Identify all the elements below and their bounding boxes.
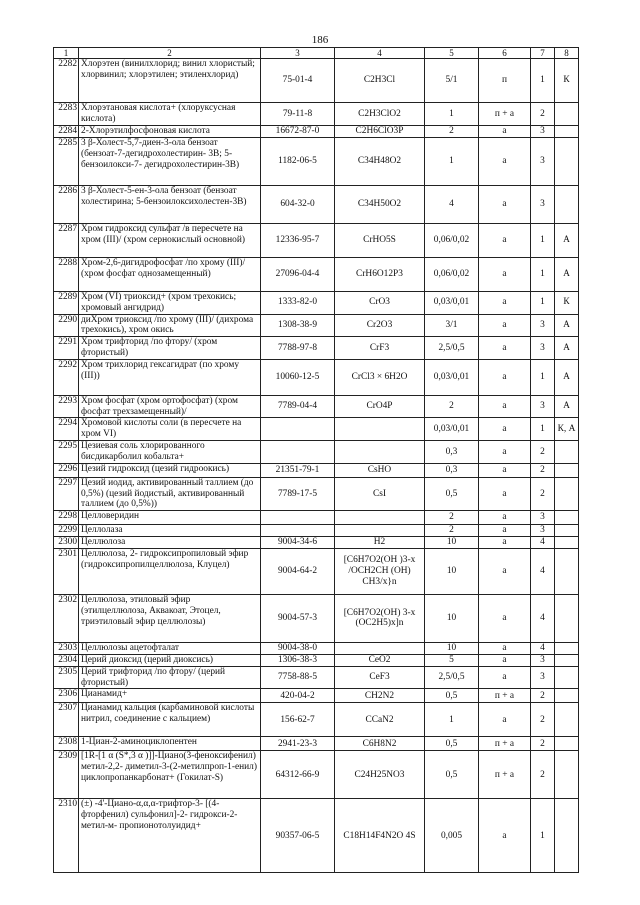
formula: [C6H7O2(OH )3-x /OCH2CH (OH) CH3/x}n [335, 548, 425, 594]
hazard-class: 3 [531, 654, 555, 666]
hazard-class: 3 [531, 525, 555, 537]
pdk-value: 5 [425, 654, 479, 666]
substance-name: Хром (VI) триоксид+ (хром трехокись; хромовый ангидрид) [79, 291, 261, 314]
table-row [54, 511, 579, 525]
note [555, 703, 579, 737]
cas-number [261, 441, 335, 464]
aggregate-state: а [479, 291, 531, 314]
aggregate-state: п + а [479, 737, 531, 751]
note [555, 511, 579, 525]
hazard-class: 2 [531, 751, 555, 799]
table-row [54, 737, 579, 751]
cas-number: 156-62-7 [261, 703, 335, 737]
col-header: 7 [531, 48, 555, 59]
substance-name: Хлорэтен (винилхлорид; винил хлористый; хлорвинил; хлорэтилен; этиленхлорид) [79, 59, 261, 103]
substance-name: Хром фосфат (хром ортофосфат) (хром фосфат трехзамещенный)/ [79, 395, 261, 418]
pdk-value: 0,005 [425, 799, 479, 873]
substance-name: 3 β-Холест-5,7-диен-3-ола бензоат (бензоат-7-дегидрохолестирин- 3В; 5-бензоилокси-7- дегидрохолестирин-3В) [79, 137, 261, 185]
row-number: 2289 [54, 291, 79, 314]
hazard-class: 3 [531, 137, 555, 185]
pdk-value: 0,3 [425, 463, 479, 477]
cas-number: 79-11-8 [261, 103, 335, 126]
hazard-class: 1 [531, 418, 555, 441]
table-row [54, 185, 579, 223]
row-number: 2287 [54, 223, 79, 257]
row-number: 2282 [54, 59, 79, 103]
pdk-value: 0,3 [425, 441, 479, 464]
cas-number: 1182-06-5 [261, 137, 335, 185]
cas-number: 75-01-4 [261, 59, 335, 103]
row-number: 2286 [54, 185, 79, 223]
hazard-class: 2 [531, 463, 555, 477]
hazard-class: 3 [531, 185, 555, 223]
hazard-class: 1 [531, 291, 555, 314]
table-row [54, 463, 579, 477]
aggregate-state: а [479, 223, 531, 257]
note [555, 737, 579, 751]
cas-number: 9004-57-3 [261, 594, 335, 642]
cas-number: 16672-87-0 [261, 125, 335, 137]
hazard-class: 4 [531, 536, 555, 548]
pdk-value: 0,5 [425, 477, 479, 510]
cas-number: 9004-38-0 [261, 642, 335, 654]
pdk-value: 0,03/0,01 [425, 418, 479, 441]
table-row [54, 654, 579, 666]
table-row [54, 337, 579, 360]
table-row [54, 59, 579, 103]
substance-name: Цианамид+ [79, 689, 261, 703]
aggregate-state: а [479, 654, 531, 666]
pdk-value: 0,03/0,01 [425, 359, 479, 395]
row-number: 2305 [54, 666, 79, 689]
row-number: 2296 [54, 463, 79, 477]
formula: C2H3Cl [335, 59, 425, 103]
aggregate-state: а [479, 463, 531, 477]
formula: C24H25NO3 [335, 751, 425, 799]
hazard-class: 2 [531, 441, 555, 464]
pdk-value: 2 [425, 395, 479, 418]
pdk-value: 1 [425, 137, 479, 185]
aggregate-state: а [479, 359, 531, 395]
table-row [54, 125, 579, 137]
formula: CrCl3 × 6H2O [335, 359, 425, 395]
aggregate-state: а [479, 418, 531, 441]
cas-number [261, 511, 335, 525]
row-number: 2299 [54, 525, 79, 537]
pdk-value: 0,06/0,02 [425, 223, 479, 257]
pdk-value: 2,5/0,5 [425, 666, 479, 689]
table-row [54, 314, 579, 337]
formula [335, 441, 425, 464]
note [555, 525, 579, 537]
header-row [54, 48, 579, 59]
pdk-value: 2 [425, 525, 479, 537]
note: К [555, 59, 579, 103]
hazard-class: 1 [531, 223, 555, 257]
formula: CrHO5S [335, 223, 425, 257]
hazard-class: 4 [531, 594, 555, 642]
table-row [54, 359, 579, 395]
aggregate-state: а [479, 548, 531, 594]
formula [335, 525, 425, 537]
table-row [54, 525, 579, 537]
cas-number: 7789-04-4 [261, 395, 335, 418]
formula [335, 511, 425, 525]
cas-number: 7788-97-8 [261, 337, 335, 360]
cas-number: 420-04-2 [261, 689, 335, 703]
hazard-class: 2 [531, 703, 555, 737]
substance-name: Цианамид кальция (карбаминовой кислоты нитрил, соединение с кальцием) [79, 703, 261, 737]
note: А [555, 337, 579, 360]
note [555, 594, 579, 642]
note [555, 103, 579, 126]
note [555, 463, 579, 477]
row-number: 2288 [54, 257, 79, 291]
hazard-class: 3 [531, 337, 555, 360]
formula: CeO2 [335, 654, 425, 666]
note: К [555, 291, 579, 314]
note [555, 799, 579, 873]
substance-name: Хлорэтановая кислота+ (хлоруксусная кислота) [79, 103, 261, 126]
substance-name: Цезий гидроксид (цезий гидроокись) [79, 463, 261, 477]
cas-number: 2941-23-3 [261, 737, 335, 751]
substance-name: [1R-[1 α (S*,3 α )]]-Циано(3-феноксифенил) метил-2,2- диметил-3-(2-метилпроп-1-енил) циклопропанкарбонат+ (Гокилат-S) [79, 751, 261, 799]
formula: CrH6O12P3 [335, 257, 425, 291]
aggregate-state: п [479, 59, 531, 103]
note [555, 548, 579, 594]
cas-number: 12336-95-7 [261, 223, 335, 257]
aggregate-state: а [479, 642, 531, 654]
pdk-value: 0,5 [425, 737, 479, 751]
pdk-value: 10 [425, 548, 479, 594]
row-number: 2310 [54, 799, 79, 873]
hazard-class: 3 [531, 395, 555, 418]
hazard-class: 3 [531, 314, 555, 337]
table-row [54, 103, 579, 126]
formula: C34H50O2 [335, 185, 425, 223]
hazard-class: 1 [531, 799, 555, 873]
hazard-class: 4 [531, 548, 555, 594]
table-row [54, 666, 579, 689]
cas-number [261, 418, 335, 441]
col-header: 1 [54, 48, 79, 59]
cas-number: 1308-38-9 [261, 314, 335, 337]
row-number: 2295 [54, 441, 79, 464]
pdk-value: 5/1 [425, 59, 479, 103]
substance-name: Хром гидроксид сульфат /в пересчете на хром (III)/ (хром сернокислый основной) [79, 223, 261, 257]
note: А [555, 359, 579, 395]
table-row [54, 291, 579, 314]
substance-name: 3 β-Холест-5-ен-3-ола бензоат (бензоат холестирина; 5-бензоилоксихолестен-3В) [79, 185, 261, 223]
cas-number: 1306-38-3 [261, 654, 335, 666]
formula: CsI [335, 477, 425, 510]
row-number: 2306 [54, 689, 79, 703]
row-number: 2294 [54, 418, 79, 441]
table-row [54, 548, 579, 594]
aggregate-state: а [479, 137, 531, 185]
col-header: 4 [335, 48, 425, 59]
substance-name: Церий трифторид /по фтору/ (церий фтористый) [79, 666, 261, 689]
formula: CrO3 [335, 291, 425, 314]
formula: C2H3ClO2 [335, 103, 425, 126]
substances-table [53, 47, 579, 873]
cas-number: 10060-12-5 [261, 359, 335, 395]
note: А [555, 223, 579, 257]
pdk-value: 2 [425, 511, 479, 525]
cas-number: 27096-04-4 [261, 257, 335, 291]
row-number: 2307 [54, 703, 79, 737]
cas-number: 604-32-0 [261, 185, 335, 223]
substance-name: 1-Циан-2-аминоциклопентен [79, 737, 261, 751]
hazard-class: 1 [531, 257, 555, 291]
pdk-value: 2,5/0,5 [425, 337, 479, 360]
formula: H2 [335, 536, 425, 548]
col-header: 2 [79, 48, 261, 59]
aggregate-state: а [479, 511, 531, 525]
note: А [555, 314, 579, 337]
hazard-class: 2 [531, 689, 555, 703]
pdk-value: 0,06/0,02 [425, 257, 479, 291]
row-number: 2302 [54, 594, 79, 642]
substance-name: Хром трихлорид гексагидрат (по хрому (III)) [79, 359, 261, 395]
substance-name: Целлюлозы ацетофталат [79, 642, 261, 654]
aggregate-state: а [479, 257, 531, 291]
formula: Cr2O3 [335, 314, 425, 337]
table-row [54, 441, 579, 464]
aggregate-state: а [479, 314, 531, 337]
note [555, 477, 579, 510]
pdk-value: 1 [425, 103, 479, 126]
hazard-class: 2 [531, 737, 555, 751]
col-header: 3 [261, 48, 335, 59]
table-row [54, 642, 579, 654]
note [555, 185, 579, 223]
table-row [54, 536, 579, 548]
cas-number: 9004-34-6 [261, 536, 335, 548]
substance-name: Цезиевая соль хлорированного бисдикарболил кобальта+ [79, 441, 261, 464]
pdk-value: 10 [425, 642, 479, 654]
cas-number: 21351-79-1 [261, 463, 335, 477]
row-number: 2285 [54, 137, 79, 185]
row-number: 2309 [54, 751, 79, 799]
table-row [54, 477, 579, 510]
row-number: 2304 [54, 654, 79, 666]
formula: CeF3 [335, 666, 425, 689]
substance-name: (±) -4'-Циано-α,α,α-трифтор-3- [(4-фторфенил) сульфонил]-2- гидрокси-2-метил-м- пропионотолуидид+ [79, 799, 261, 873]
table-row [54, 594, 579, 642]
row-number: 2283 [54, 103, 79, 126]
aggregate-state: а [479, 666, 531, 689]
formula: C34H48O2 [335, 137, 425, 185]
formula: CrO4P [335, 395, 425, 418]
hazard-class: 3 [531, 511, 555, 525]
formula: C6H8N2 [335, 737, 425, 751]
note [555, 666, 579, 689]
col-header: 8 [555, 48, 579, 59]
row-number: 2297 [54, 477, 79, 510]
aggregate-state: п + а [479, 689, 531, 703]
aggregate-state: а [479, 395, 531, 418]
table-row [54, 257, 579, 291]
substance-name: Целловеридин [79, 511, 261, 525]
aggregate-state: а [479, 125, 531, 137]
substance-name: Цезий иодид, активированный таллием (до 0,5%) (цезий йодистый, активированный таллием (до 0,5%)) [79, 477, 261, 510]
pdk-value: 0,03/0,01 [425, 291, 479, 314]
hazard-class: 3 [531, 125, 555, 137]
substance-name: Целлюлоза, этиловый эфир (этилцеллюлоза, Аквакоат, Этоцел, триэтиловый эфир целлюлозы) [79, 594, 261, 642]
pdk-value: 1 [425, 703, 479, 737]
cas-number [261, 525, 335, 537]
aggregate-state: а [479, 337, 531, 360]
aggregate-state: п + а [479, 751, 531, 799]
formula: CrF3 [335, 337, 425, 360]
row-number: 2292 [54, 359, 79, 395]
hazard-class: 3 [531, 666, 555, 689]
col-header: 6 [479, 48, 531, 59]
substance-name: диХром триоксид /по хрому (III)/ (дихрома трехокись), хром окись [79, 314, 261, 337]
substance-name: Целлюлоза, 2- гидроксипропиловый эфир (гидроксипропилцеллюлоза, Клуцел) [79, 548, 261, 594]
note [555, 536, 579, 548]
note [555, 642, 579, 654]
table-row [54, 418, 579, 441]
pdk-value: 4 [425, 185, 479, 223]
page-number: 186 [311, 34, 329, 46]
aggregate-state: а [479, 703, 531, 737]
table-row [54, 751, 579, 799]
aggregate-state: а [479, 594, 531, 642]
aggregate-state: а [479, 441, 531, 464]
formula: C18H14F4N2O 4S [335, 799, 425, 873]
note [555, 441, 579, 464]
hazard-class: 1 [531, 59, 555, 103]
note [555, 137, 579, 185]
aggregate-state: а [479, 477, 531, 510]
cas-number: 9004-64-2 [261, 548, 335, 594]
row-number: 2298 [54, 511, 79, 525]
substance-name: Целлюлоза [79, 536, 261, 548]
cas-number: 1333-82-0 [261, 291, 335, 314]
pdk-value: 0,5 [425, 751, 479, 799]
note [555, 689, 579, 703]
table-row [54, 689, 579, 703]
pdk-value: 0,5 [425, 689, 479, 703]
substance-name: Хром трифторид /по фтору/ (хром фтористый) [79, 337, 261, 360]
note [555, 125, 579, 137]
formula [335, 418, 425, 441]
substance-name: Хромовой кислоты соли (в пересчете на хром VI) [79, 418, 261, 441]
substance-name: Церий диоксид (церий диоксись) [79, 654, 261, 666]
cas-number: 7758-88-5 [261, 666, 335, 689]
formula: [C6H7O2(OH) 3-x (OC2H5)x]n [335, 594, 425, 642]
row-number: 2290 [54, 314, 79, 337]
row-number: 2293 [54, 395, 79, 418]
aggregate-state: а [479, 185, 531, 223]
formula: C2H6ClO3P [335, 125, 425, 137]
aggregate-state: а [479, 525, 531, 537]
substance-name: Целлолаза [79, 525, 261, 537]
note: А [555, 257, 579, 291]
table-row [54, 395, 579, 418]
note: А [555, 395, 579, 418]
row-number: 2301 [54, 548, 79, 594]
note: К, А [555, 418, 579, 441]
formula: CH2N2 [335, 689, 425, 703]
col-header: 5 [425, 48, 479, 59]
cas-number: 7789-17-5 [261, 477, 335, 510]
hazard-class: 4 [531, 642, 555, 654]
row-number: 2308 [54, 737, 79, 751]
pdk-value: 3/1 [425, 314, 479, 337]
table-row [54, 703, 579, 737]
aggregate-state: а [479, 799, 531, 873]
pdk-value: 2 [425, 125, 479, 137]
substance-name: 2-Хлорэтилфосфоновая кислота [79, 125, 261, 137]
formula [335, 642, 425, 654]
hazard-class: 1 [531, 359, 555, 395]
hazard-class: 2 [531, 103, 555, 126]
row-number: 2303 [54, 642, 79, 654]
hazard-class: 2 [531, 477, 555, 510]
row-number: 2284 [54, 125, 79, 137]
row-number: 2300 [54, 536, 79, 548]
cas-number: 64312-66-9 [261, 751, 335, 799]
aggregate-state: п + а [479, 103, 531, 126]
substance-name: Хром-2,6-дигидрофосфат /по хрому (III)/ (хром фосфат однозамещенный) [79, 257, 261, 291]
row-number: 2291 [54, 337, 79, 360]
note [555, 751, 579, 799]
aggregate-state: а [479, 536, 531, 548]
note [555, 654, 579, 666]
formula: CCaN2 [335, 703, 425, 737]
table-row [54, 223, 579, 257]
cas-number: 90357-06-5 [261, 799, 335, 873]
table-row [54, 799, 579, 873]
pdk-value: 10 [425, 594, 479, 642]
pdk-value: 10 [425, 536, 479, 548]
formula: CsHO [335, 463, 425, 477]
table-row [54, 137, 579, 185]
